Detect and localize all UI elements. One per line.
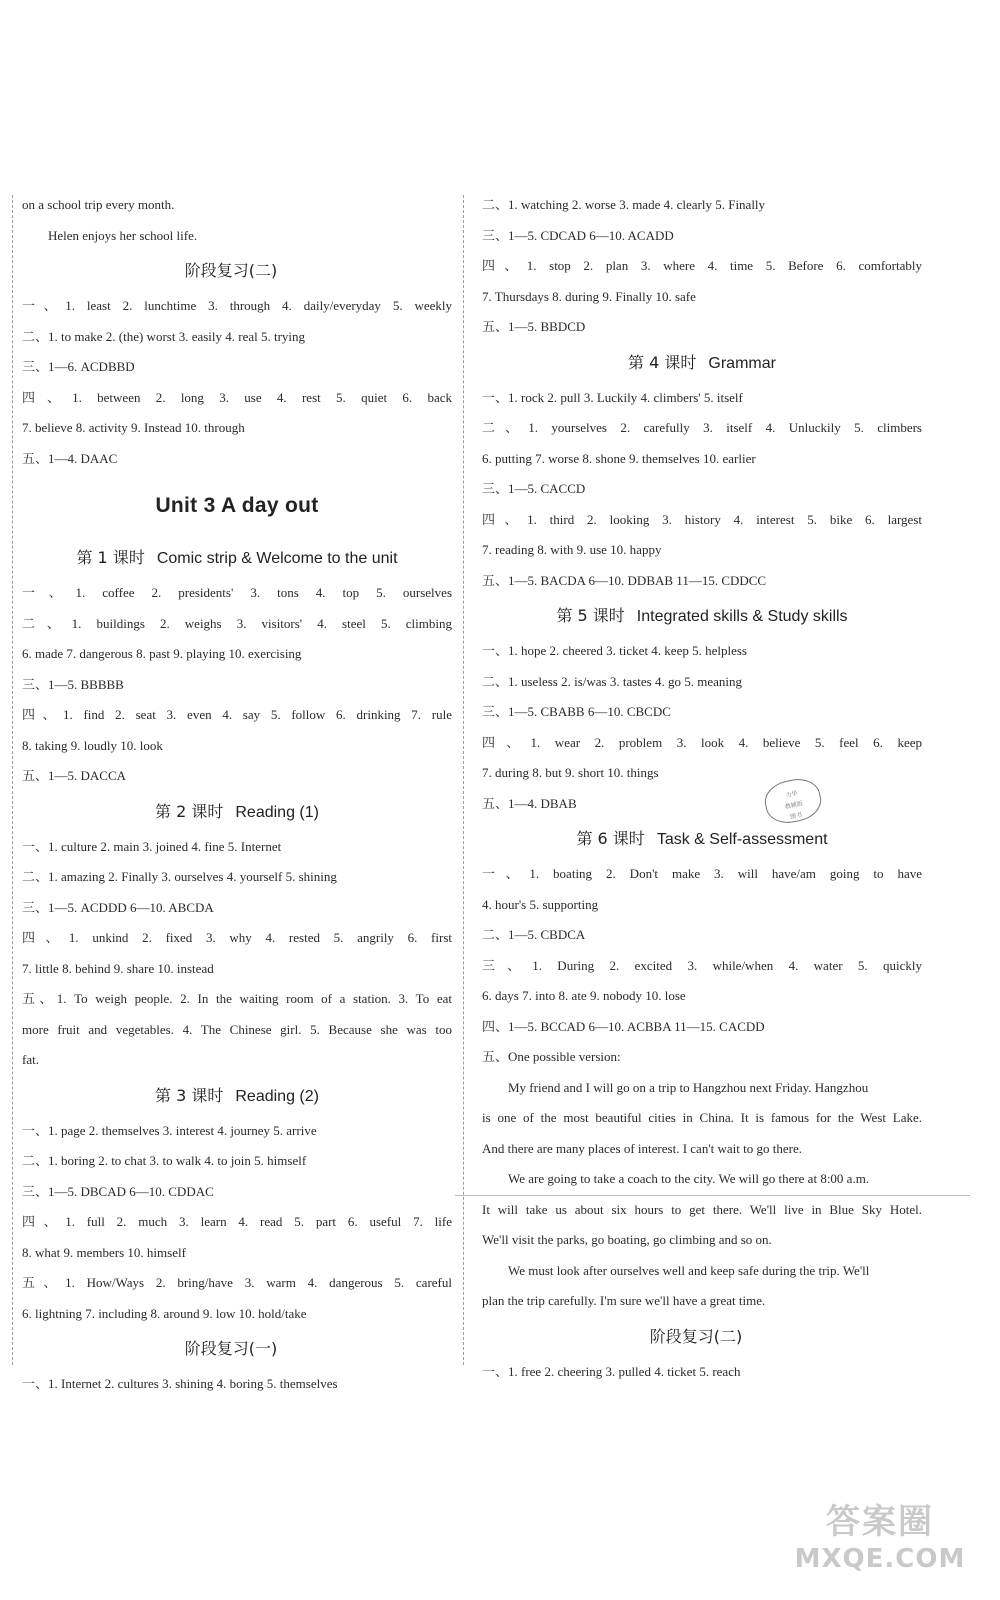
answer-line: 三、1. During 2. excited 3. while/when 4. water 5. quickly [482,957,922,973]
answer-line: 6. lightning 7. including 8. around 9. low 10. hold/take [22,1305,307,1321]
section-heading-cn: 第 3 课时 [155,1085,224,1105]
answer-line: 4. hour's 5. supporting [482,896,599,912]
watermark-title: 答案圈 [826,1502,934,1542]
section-heading [22,1076,452,1116]
answer-line: 7. reading 8. with 9. use 10. happy [482,542,662,557]
answer-line: fat. [22,1052,39,1067]
answer-line: 四、1. full 2. much 3. learn 4. read 5. part 6. useful 7. life [22,1214,452,1229]
answer-line: 7. believe 8. activity 9. Instead 10. through [22,420,245,435]
answer-line: 五、1—5. BACDA 6—10. DDBAB 11—15. CDDCC [482,572,767,588]
stamp-line-2: 教辅版 [784,800,804,811]
section-heading-cn: 第 5 课时 [556,606,625,625]
answer-line: 三、1—5. CBABB 6—10. CBCDC [482,704,671,719]
answer-line: 6. days 7. into 8. ate 9. nobody 10. lose [482,988,686,1003]
section-heading-en: Integrated skills & Study skills [636,608,848,625]
answer-line: plan the trip carefully. I'm sure we'll have a great time. [482,1293,766,1308]
answer-line: 五、1. To weigh people. 2. In the waiting room of a station. 3. To eat [22,991,452,1006]
answer-line: 6. putting 7. worse 8. shone 9. themselves 10. earlier [482,450,756,466]
answer-line: 五、One possible version: [482,1049,621,1064]
section-heading-cn: 第 4 课时 [628,352,697,372]
answer-line: 五、1—4. DAAC [22,450,118,466]
answer-line: 6. made 7. dangerous 8. past 9. playing 10. exercising [22,646,302,661]
answer-line: It will take us about six hours to get there. We'll live in Blue Sky Hotel. [482,1201,922,1217]
answer-line: 一、1. coffee 2. presidents' 3. tons 4. top 5. ourselves [22,585,452,600]
section-heading-en: Task & Self-assessment [656,831,828,848]
left-margin-line [12,195,13,1365]
answer-line: 四、1. stop 2. plan 3. where 4. time 5. Before 6. comfortably [482,258,922,273]
section-heading-cn: 阶段复习(一) [184,1339,278,1358]
answer-line: 五、1—4. DBAB [482,795,577,811]
answer-line: We must look after ourselves well and keep safe during the trip. We'll [508,1262,870,1278]
section-heading [482,819,922,859]
answer-line: is one of the most beautiful cities in China. It is famous for the West Lake. [482,1110,922,1125]
section-heading-en: Reading (1) [235,803,319,821]
section-heading-cn: 阶段复习(二) [649,1326,743,1346]
answer-line: 三、1—6. ACDBBD [22,359,135,374]
answer-line: 三、1—5. ACDDD 6—10. ABCDA [22,899,214,915]
right-column [482,190,922,1387]
answer-line: 五、1—5. DACCA [22,768,127,783]
section-heading [482,343,922,383]
section-heading [22,1329,452,1369]
answer-line: 7. during 8. but 9. short 10. things [482,765,659,780]
section-heading-cn: 阶段复习(二) [184,261,278,280]
answer-line: 四、1. wear 2. problem 3. look 4. believe 5. feel 6. keep [482,734,922,750]
answer-line: on a school trip every month. [22,197,175,212]
answer-line: 三、1—5. CACCD [482,481,586,496]
answer-line: 二、1. to make 2. (the) worst 3. easily 4. real 5. trying [22,328,306,344]
answer-line: more fruit and vegetables. 4. The Chinese girl. 5. Because she was too [22,1021,452,1037]
answer-line: 四、1—5. BCCAD 6—10. ACBBA 11—15. CACDD [482,1018,765,1034]
section-heading-en: Grammar [708,354,776,372]
answer-line: 7. Thursdays 8. during 9. Finally 10. safe [482,288,696,304]
answer-line: 7. little 8. behind 9. share 10. instead [22,960,214,976]
section-heading [22,792,452,832]
section-heading-en: Comic strip & Welcome to the unit [156,550,398,567]
section-heading [22,538,452,578]
answer-line: 四、1. third 2. looking 3. history 4. interest 5. bike 6. largest [482,511,922,527]
answer-line: 一、1. hope 2. cheered 3. ticket 4. keep 5. helpless [482,643,747,658]
answer-line: 二、1. watching 2. worse 3. made 4. clearly 5. Finally [482,197,766,212]
answer-line: Helen enjoys her school life. [48,227,198,243]
section-heading-cn: 第 1 课时 [76,548,145,567]
answer-line: 二、1. buildings 2. weighs 3. visitors' 4. steel 5. climbing [22,615,452,631]
stamp-line-1: 力华 [785,789,799,800]
answer-line: 三、1—5. CDCAD 6—10. ACADD [482,227,674,243]
answer-line: 一、1. page 2. themselves 3. interest 4. journey 5. arrive [22,1122,317,1138]
answer-line: 四、1. between 2. long 3. use 4. rest 5. quiet 6. back [22,389,452,405]
unit-title: Unit 3 A day out [155,494,319,517]
answer-line: 一、1. Internet 2. cultures 3. shining 4. boring 5. themselves [22,1376,338,1391]
answer-line: We are going to take a coach to the city. We will go there at 8:00 a.m. [508,1171,870,1186]
answer-line: 一、1. boating 2. Don't make 3. will have/am going to have [482,866,922,881]
section-heading [482,1317,922,1357]
left-column [22,190,452,1400]
answer-line: 二、1. useless 2. is/was 3. tastes 4. go 5. meaning [482,673,742,689]
answer-line: My friend and I will go on a trip to Hangzhou next Friday. Hangzhou [508,1079,869,1095]
section-heading [22,251,452,291]
answer-line: 二、1. boring 2. to chat 3. to walk 4. to join 5. himself [22,1153,307,1168]
answer-line: 五、1. How/Ways 2. bring/have 3. warm 4. dangerous 5. careful [22,1275,452,1290]
answer-line: 二、1—5. CBDCA [482,927,586,942]
section-heading-cn: 第 6 课时 [576,829,645,848]
answer-line: And there are many places of interest. I can't wait to go there. [482,1140,802,1156]
section-heading-en: Reading (2) [235,1087,319,1105]
stamp-line-3: 图书 [789,811,803,821]
answer-line: 五、1—5. BBDCD [482,319,586,334]
answer-line: 8. taking 9. loudly 10. look [22,737,163,753]
answer-line: 一、1. culture 2. main 3. joined 4. fine 5. Internet [22,838,282,854]
answer-line: 二、1. amazing 2. Finally 3. ourselves 4. yourself 5. shining [22,869,337,884]
column-divider [463,195,464,1365]
answer-line: We'll visit the parks, go boating, go climbing and so on. [482,1232,772,1247]
watermark-url: MXQE.COM [794,1544,966,1574]
answer-line: 二、1. yourselves 2. carefully 3. itself 4. Unluckily 5. climbers [482,420,922,435]
site-watermark [780,1500,980,1574]
answer-line: 一、1. rock 2. pull 3. Luckily 4. climbers' 5. itself [482,389,743,405]
section-heading-cn: 第 2 课时 [155,801,224,821]
answer-line: 8. what 9. members 10. himself [22,1244,186,1260]
answer-line: 四、1. find 2. seat 3. even 4. say 5. follow 6. drinking 7. rule [22,707,452,722]
answer-line: 一、1. free 2. cheering 3. pulled 4. ticket 5. reach [482,1363,741,1379]
section-heading [482,596,922,636]
answer-line: 四、1. unkind 2. fixed 3. why 4. rested 5. angrily 6. first [22,930,452,945]
answer-line: 三、1—5. DBCAD 6—10. CDDAC [22,1183,214,1199]
answer-line: 三、1—5. BBBBB [22,676,124,692]
answer-line: 一、1. least 2. lunchtime 3. through 4. daily/everyday 5. weekly [22,298,452,313]
